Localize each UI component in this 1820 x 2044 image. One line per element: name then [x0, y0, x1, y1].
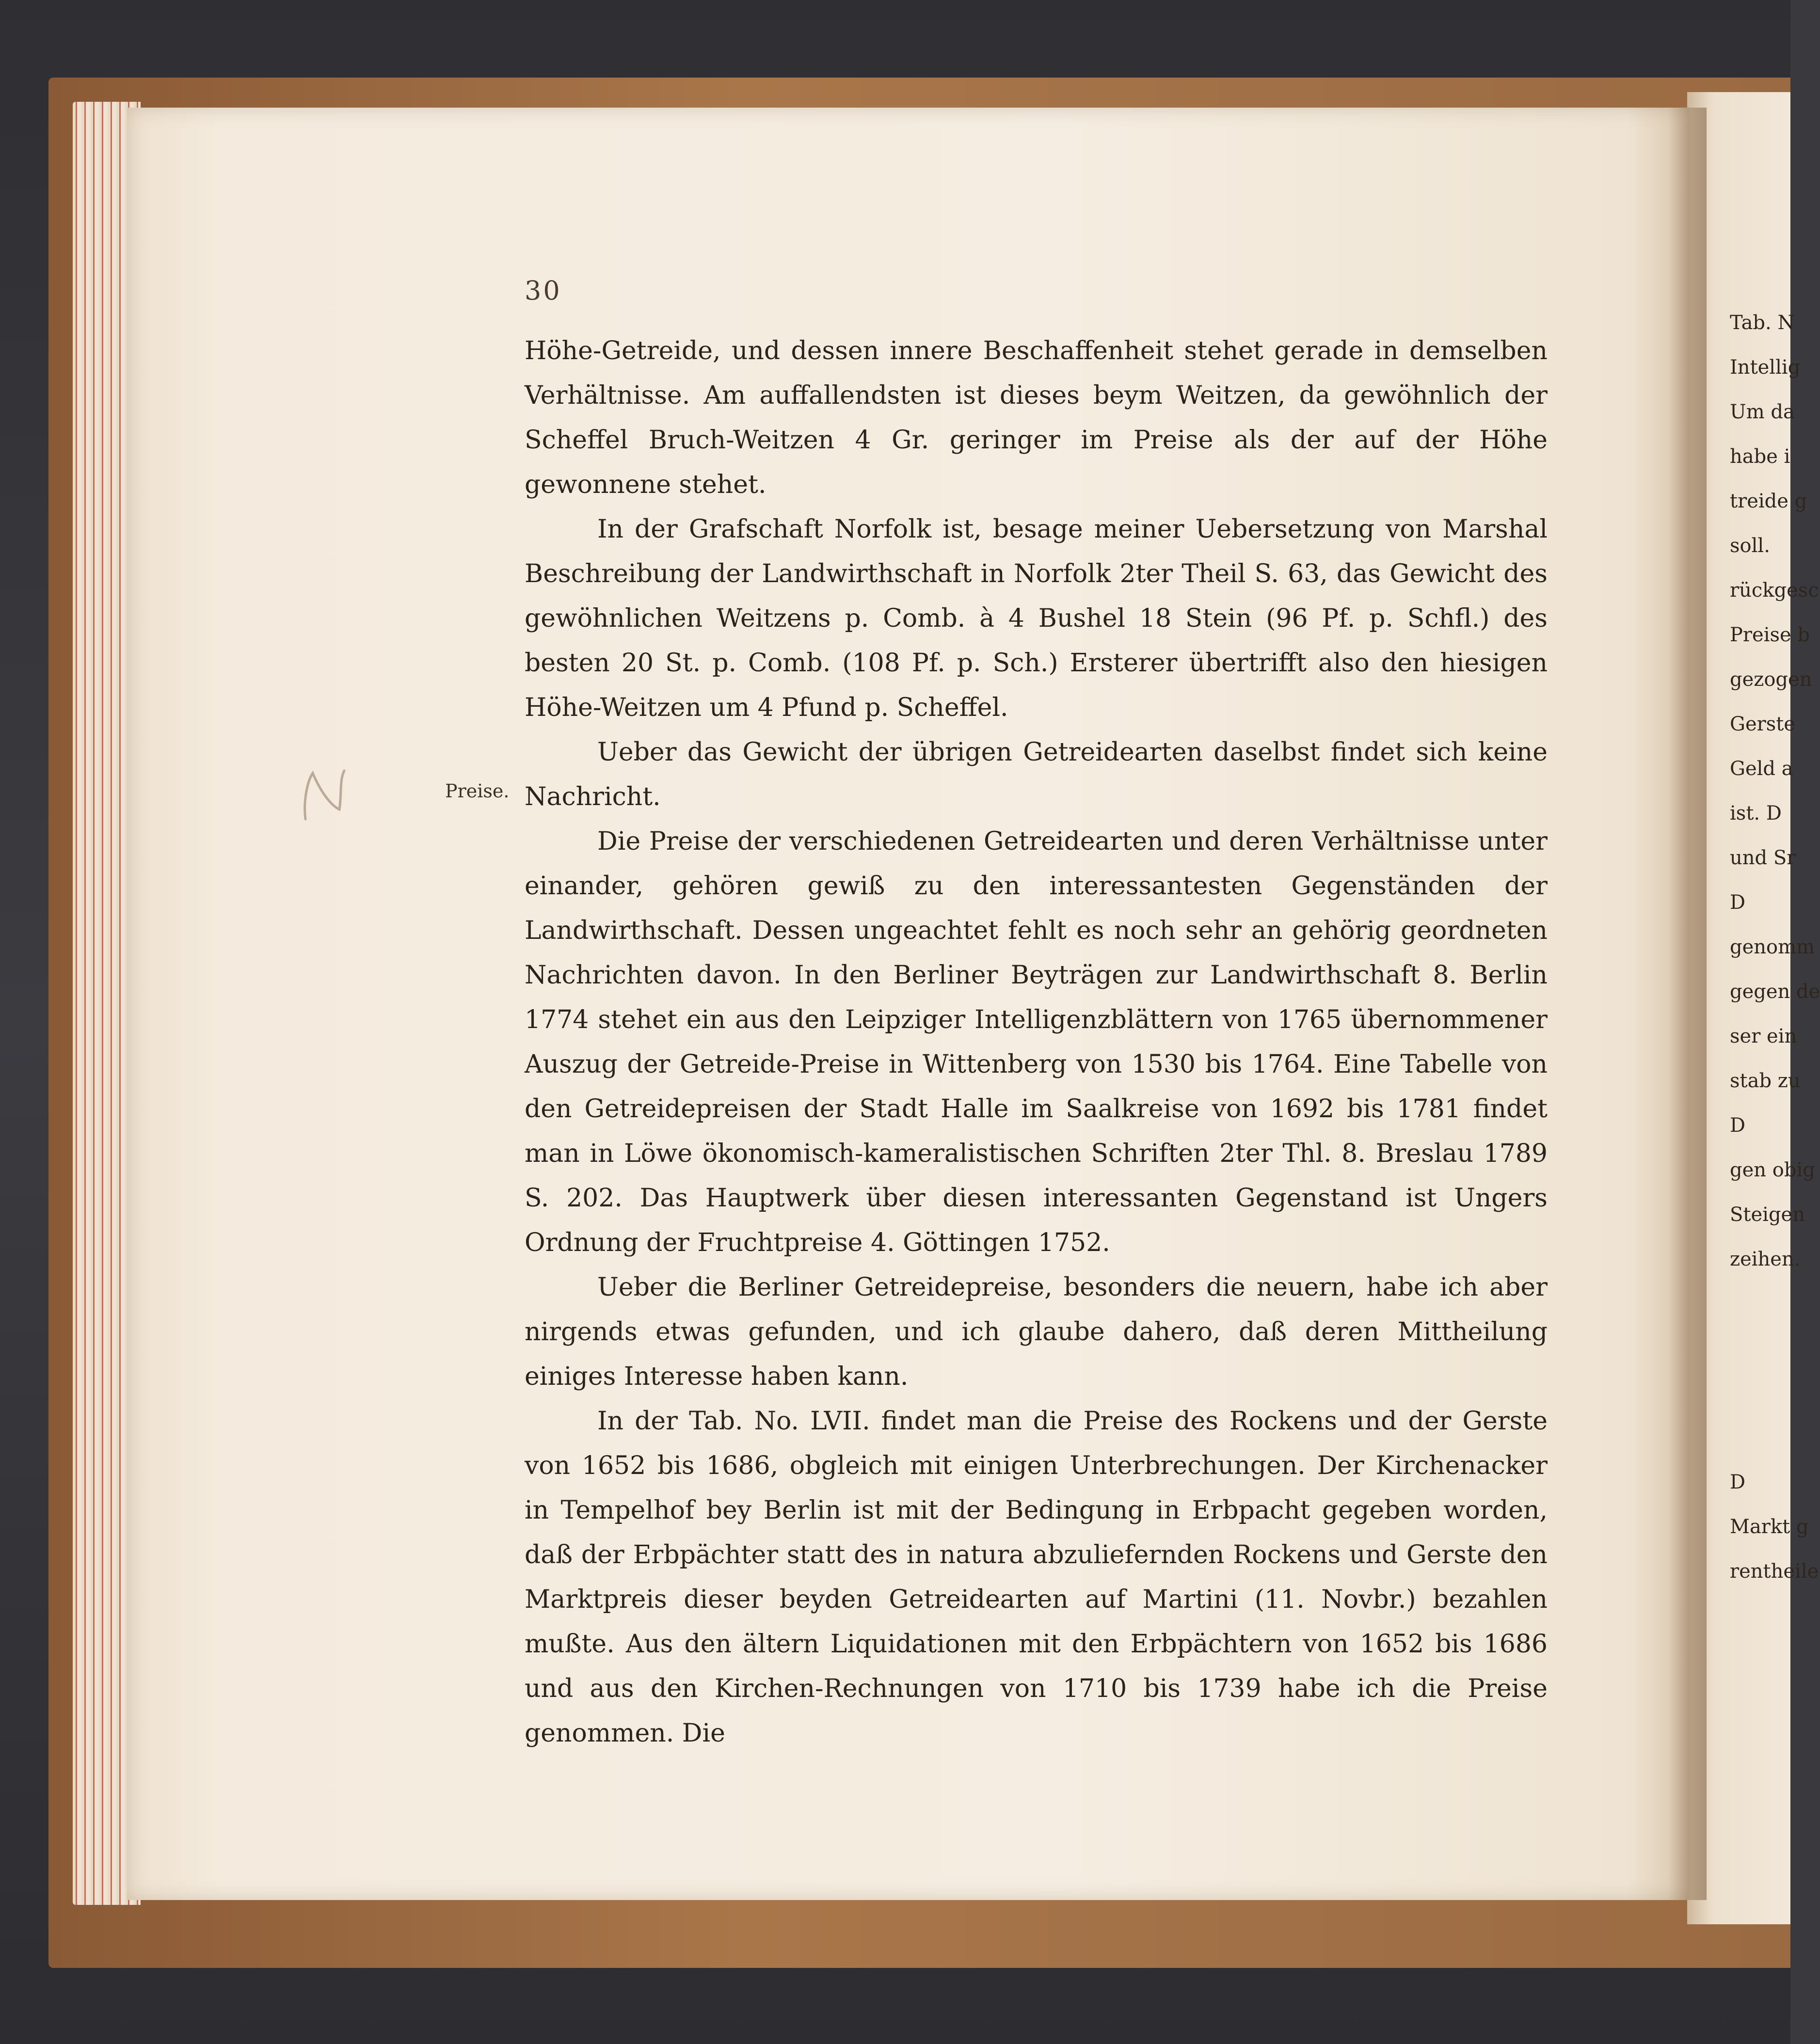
facing-line: genomm: [1730, 936, 1815, 958]
facing-line: soll.: [1730, 535, 1770, 557]
facing-line: treide g: [1730, 490, 1807, 512]
paragraph: Ueber das Gewicht der übrigen Getreidearten daselbst findet sich keine Nachricht.: [525, 738, 1548, 811]
facing-line: gen obig: [1730, 1159, 1815, 1181]
facing-line: gegen de: [1730, 981, 1820, 1003]
facing-line: Gerste: [1730, 713, 1796, 735]
paragraph: In der Grafschaft Norfolk ist, besage meiner Uebersetzung von Marshal Beschreibung der Landwirthschaft in Norfolk 2ter Theil S. 63, das Gewicht des gewöhnlichen Weitzens p. Comb. à 4 Bushel 18 Stein (96 Pf. p. Schfl.) des besten 20 St. p. Comb. (108 Pf. p. Sch.) Ersterer übertrifft also den hiesigen Höhe-Weitzen um 4 Pfund p. Scheffel.: [525, 515, 1548, 722]
facing-line: [1730, 1415, 1790, 1460]
facing-line: ser ein: [1730, 1025, 1797, 1047]
facing-line: ist. D: [1730, 802, 1782, 824]
facing-line: D: [1730, 1471, 1746, 1493]
facing-line: zeihen.: [1730, 1248, 1801, 1270]
facing-line: stab zu: [1730, 1070, 1801, 1092]
facing-line: Preise b: [1730, 624, 1810, 646]
paragraph: Die Preise der verschiedenen Getreidearten und deren Verhältnisse unter einander, gehören gewiß zu den interessantesten Gegenständen der Landwirthschaft. Dessen ungeachtet fehlt es noch sehr an gehörig geordneten Nachrichten davon. In den Berliner Beyträgen zur Landwirthschaft 8. Berlin 1774 stehet ein aus den Leipziger Intelligenzblättern von 1765 übernommener Auszug der Getreide-Preise in Wittenberg von 1530 bis 1764. Eine Tabelle von den Getreidepreisen der Stadt Halle im Saalkreise von 1692 bis 1781 findet man in Löwe ökonomisch-kameralistischen Schriften 2ter Thl. 8. Breslau 1789 S. 202. Das Hauptwerk über diesen interessanten Gegenstand ist Ungers Ordnung der Fruchtpreise 4. Göttingen 1752.: [525, 827, 1548, 1257]
facing-line: [1730, 1282, 1790, 1326]
pencil-mark-icon: [291, 761, 359, 829]
facing-line: D: [1730, 891, 1746, 914]
facing-line: habe i: [1730, 445, 1790, 468]
facing-page-text: [1730, 301, 1820, 1594]
facing-line: Intellig: [1730, 356, 1801, 379]
facing-line: Markt g: [1730, 1516, 1809, 1538]
facing-line: und Sr: [1730, 847, 1796, 869]
paragraph: Ueber die Berliner Getreidepreise, besonders die neuern, habe ich aber nirgends etwas gefunden, und ich glaube dahero, daß deren Mittheilung einiges Interesse haben kann.: [525, 1273, 1548, 1391]
facing-line: Steigen: [1730, 1204, 1805, 1226]
facing-line: Geld a: [1730, 758, 1793, 780]
body-text: [525, 329, 1548, 1756]
facing-line: Um da: [1730, 401, 1795, 423]
facing-line: gezogen: [1730, 668, 1812, 691]
facing-line: rentheile: [1730, 1560, 1819, 1583]
page-gutter: [1668, 108, 1707, 1900]
facing-line: [1730, 1326, 1790, 1371]
facing-line: Tab. N: [1730, 312, 1795, 334]
facing-line: [1730, 1371, 1790, 1415]
paragraph: In der Tab. No. LVII. findet man die Preise des Rockens und der Gerste von 1652 bis 1686, obgleich mit einigen Unterbrechungen. Der Kirchenacker in Tempelhof bey Berlin ist mit der Bedingung in Erbpacht gegeben worden, daß der Erbpächter statt des in natura abzuliefernden Rockens und Gerste den Marktpreis dieser beyden Getreidearten auf Martini (11. Novbr.) bezahlen mußte. Aus den ältern Liquidationen mit den Erbpächtern von 1652 bis 1686 und aus den Kirchen-Rechnungen von 1710 bis 1739 habe ich die Preise genommen. Die: [525, 1407, 1548, 1748]
page-number: 30: [525, 275, 562, 306]
facing-line: D: [1730, 1114, 1746, 1137]
margin-note: Preise.: [445, 780, 510, 802]
paragraph: Höhe-Getreide, und dessen innere Beschaffenheit stehet gerade in demselben Verhältnisse. Am auffallendsten ist dieses beym Weitzen, da gewöhnlich der Scheffel Bruch-Weitzen 4 Gr. geringer im Preise als der auf der Höhe gewonnene stehet.: [525, 336, 1548, 499]
facing-line: rückgesc: [1730, 579, 1819, 602]
